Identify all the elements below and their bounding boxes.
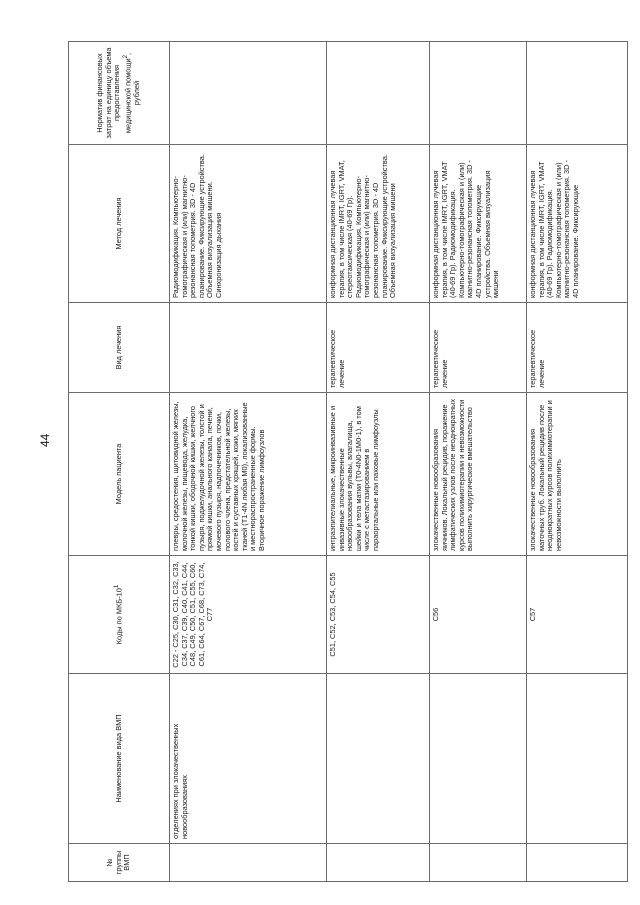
page-number: 44 (38, 433, 52, 447)
cell-patient-model: плевры, средостения, щитовидной железы, молочной железы, пищевода, желудка, тонкой кишки, ободочной кишки, желчного пузыря, поджелудочной железы, толстой и прямой кишки, анального канала, печени, мочевого пузыря, надпочечников, почки, полового члена, предстательной железы, костей и суставных хрящей, кожи, мягких тканей (T1-4N любая M0), локализованные и местнораспространенные формы. Вторичное поражение лимфоузлов (170, 393, 327, 556)
cell-treatment-type: терапевтическое лечение (430, 303, 527, 393)
cell-patient-model: интраэпителиальные, микроинвазивные и инвазивные злокачественные новообразования вульвы, влагалища, шейки и тела матки (T0-4N0-1M0-1), в том числе с метастазированием в параортальные или паховые лимфоузлы (327, 393, 430, 556)
cell-patient-model: злокачественные новообразования маточных труб. Локальный рецидив после неоднократных курсов полихимиотерапии и невозможности выполнить (527, 393, 628, 556)
cell-patient-model: злокачественные новообразования яичников. Локальный рецидив, поражение лимфатических узлов после неоднократных курсов полихимиотерапии и невозможности выполнить хирургическое вмешательство (430, 393, 527, 556)
header-patient-model: Модель пациента (69, 393, 170, 556)
header-row (69, 42, 170, 882)
table-row (430, 42, 527, 882)
rotated-page (68, 42, 623, 882)
cell-treatment-method: конформная дистанционная лучевая терапия, в том числе IMRT, IGRT, VMAT, стереотаксическая (40-69 Гр). Радиомодификация. Компьютерно-томографическая и (или) магнитно-резонансная топометрия. 3D - 4D планирование. Фиксирующие устройства. Объемная визуализация мишени (327, 145, 430, 303)
header-icd-codes (69, 556, 170, 674)
table-row (170, 42, 327, 882)
header-group-no: № группы ВМП (69, 844, 170, 882)
cell-treatment-method: Радиомодификация. Компьютерно-томографическая и (или) магнитно-резонансная топометрия. 3D - 4D планирование. Фиксирующие устройства. Объемная визуализация мишени. Синхронизация дыхания (170, 145, 327, 303)
header-treatment-method: Метод лечения (69, 145, 170, 303)
header-icd-codes-text: Коды по МКБ-10 (114, 588, 124, 645)
cell-vmp-name (527, 674, 628, 844)
cell-group-no (430, 844, 527, 882)
cell-treatment-method: конформная дистанционная лучевая терапия, в том числе IMRT, IGRT, VMAT (40-69 Гр). Радиомодификация. Компьютерно-томографическая и (или) магнитно-резонансная топометрия. 3D - 4D планирование. Фиксирующие устройства. Объемная визуализация мишени (430, 145, 527, 303)
cell-treatment-method: конформная дистанционная лучевая терапия, в том числе IMRT, IGRT, VMAT (40-69 Гр). Радиомодификация. Компьютерно-томографическая и (или) магнитно-резонансная топометрия. 3D - 4D планирование. Фиксирующие (527, 145, 628, 303)
header-vmp-name: Наименование вида ВМП (69, 674, 170, 844)
cell-group-no (170, 844, 327, 882)
vmp-table (68, 41, 628, 882)
cell-icd-codes: C57 (527, 556, 628, 674)
header-cost-footnote: 2 (122, 54, 130, 59)
header-cost-text: Норматив финансовых затрат на единицу объема предоставления медицинской помощи (95, 47, 133, 139)
cell-vmp-name (430, 674, 527, 844)
cell-cost-standard (327, 42, 430, 145)
table-row (327, 42, 430, 882)
header-cost-unit: , рублей (123, 52, 142, 106)
cell-vmp-name (327, 674, 430, 844)
header-cost-standard (69, 42, 170, 145)
header-treatment-type: Вид лечения (69, 303, 170, 393)
cell-treatment-type: терапевтическое лечение (327, 303, 430, 393)
cell-icd-codes: C56 (430, 556, 527, 674)
table-row (527, 42, 628, 882)
cell-cost-standard (430, 42, 527, 145)
cell-vmp-name: отделениях при злокачественных новообразованиях (170, 674, 327, 844)
cell-icd-codes: C22 - C25, C30, C31, C32, C33, C34, C37, C39, C40, C41, C44, C48, C49, C50, C51, C55, C60, C61, C64, C67, C68, C73, C74, C77 (170, 556, 327, 674)
cell-icd-codes: C51, C52, C53, C54, C55 (327, 556, 430, 674)
cell-treatment-type: терапевтическое лечение (527, 303, 628, 393)
cell-group-no (527, 844, 628, 882)
header-icd-footnote: 1 (113, 584, 121, 589)
cell-treatment-type (170, 303, 327, 393)
cell-group-no (327, 844, 430, 882)
cell-cost-standard (170, 42, 327, 145)
cell-cost-standard (527, 42, 628, 145)
